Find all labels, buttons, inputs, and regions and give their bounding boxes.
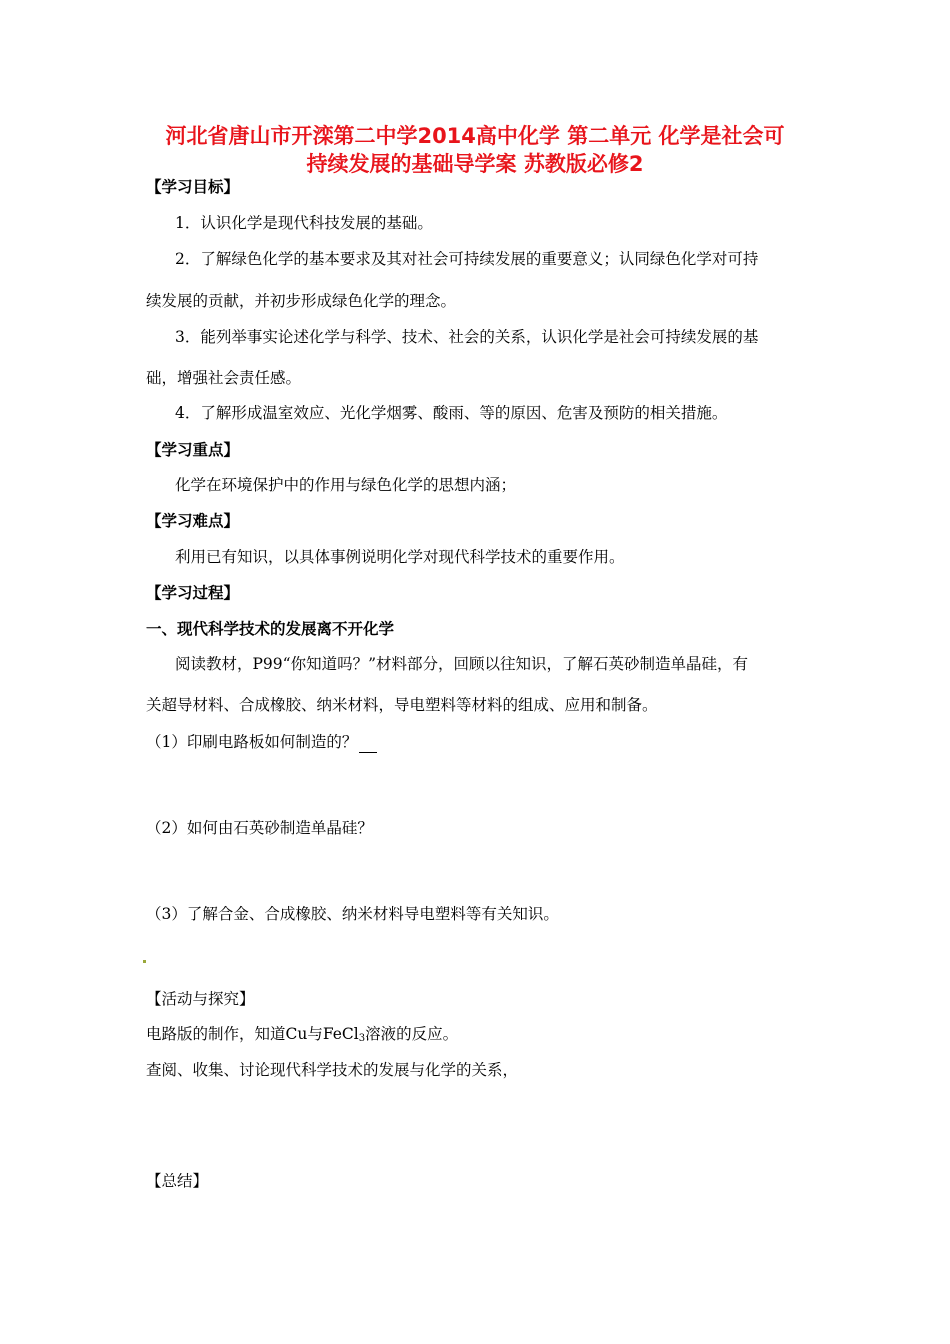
activity-line-1 bbox=[146, 1023, 458, 1045]
objective-item-1: 1．认识化学是现代科技发展的基础。 bbox=[175, 214, 433, 232]
document-title-line1: 河北省唐山市开滦第二中学2014高中化学 第二单元 化学是社会可 bbox=[165, 124, 785, 148]
answer-blank bbox=[359, 736, 377, 753]
objective-item-3-line1: 3．能列举事实论述化学与科学、技术、社会的关系，认识化学是社会可持续发展的基 bbox=[175, 328, 759, 346]
objective-item-4: 4．了解形成温室效应、光化学烟雾、酸雨、等的原因、危害及预防的相关措施。 bbox=[175, 404, 728, 422]
stray-mark bbox=[143, 960, 146, 963]
difficulties-text: 利用已有知识，以具体事例说明化学对现代科学技术的重要作用。 bbox=[175, 548, 625, 566]
activity-heading: 【活动与探究】 bbox=[146, 990, 255, 1008]
section-1-title: 一、现代科学技术的发展离不开化学 bbox=[146, 620, 395, 638]
activity-line-2: 查阅、收集、讨论现代科学技术的发展与化学的关系， bbox=[146, 1061, 519, 1079]
question-1-text: （1）印刷电路板如何制造的？ bbox=[146, 733, 358, 751]
process-heading: 【学习过程】 bbox=[146, 584, 240, 602]
document-title-line2: 持续发展的基础导学案 苏教版必修2 bbox=[306, 152, 644, 176]
reading-text-line2: 关超导材料、合成橡胶、纳米材料，导电塑料等材料的组成、应用和制备。 bbox=[146, 696, 658, 714]
objective-item-2-line2: 续发展的贡献，并初步形成绿色化学的理念。 bbox=[146, 292, 457, 310]
activity-line-1-suffix: 溶液的反应。 bbox=[365, 1025, 459, 1043]
question-3: （3）了解合金、合成橡胶、纳米材料导电塑料等有关知识。 bbox=[146, 905, 559, 923]
question-1 bbox=[146, 731, 377, 753]
chemical-subscript: 3 bbox=[358, 1033, 366, 1044]
objectives-heading: 【学习目标】 bbox=[146, 178, 240, 196]
key-points-heading: 【学习重点】 bbox=[146, 441, 240, 459]
activity-line-1-prefix: 电路版的制作，知道Cu与FeCl bbox=[146, 1025, 359, 1043]
summary-heading: 【总结】 bbox=[146, 1172, 209, 1190]
objective-item-2-line1: 2．了解绿色化学的基本要求及其对社会可持续发展的重要意义；认同绿色化学对可持 bbox=[175, 250, 759, 268]
key-points-text: 化学在环境保护中的作用与绿色化学的思想内涵； bbox=[175, 476, 517, 494]
objective-item-3-line2: 础，增强社会责任感。 bbox=[146, 369, 302, 387]
question-2: （2）如何由石英砂制造单晶硅？ bbox=[146, 819, 373, 837]
reading-text-line1: 阅读教材，P99“你知道吗？”材料部分，回顾以往知识，了解石英砂制造单晶硅，有 bbox=[175, 655, 749, 673]
difficulties-heading: 【学习难点】 bbox=[146, 512, 240, 530]
